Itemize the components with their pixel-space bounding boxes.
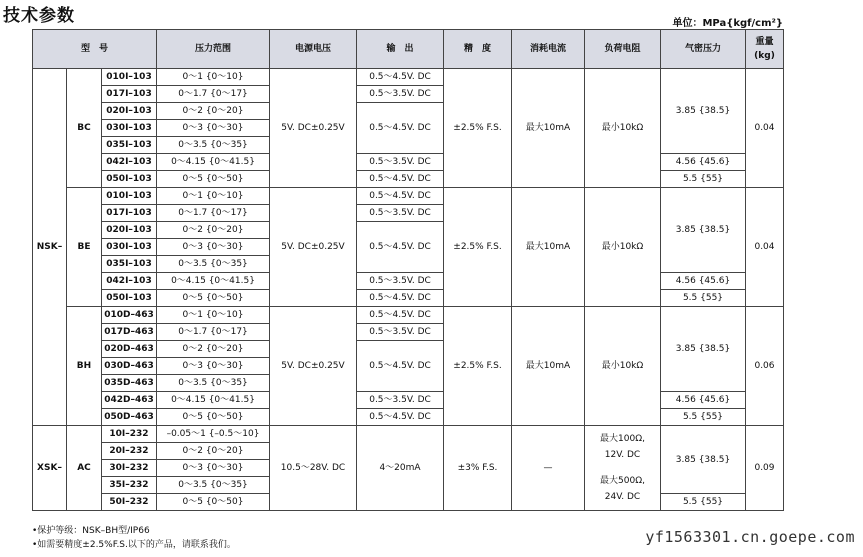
airtight-cell: 4.56 {45.6}	[661, 154, 746, 171]
model-cell: 030I–103	[102, 120, 157, 137]
output-cell: 0.5～3.5V. DC	[357, 205, 444, 222]
range-cell: 0～3.5 {0～35}	[157, 375, 270, 392]
model-cell: 010I–103	[102, 69, 157, 86]
footnote: •保护等级：NSK–BH型/IP66	[32, 526, 150, 536]
load-line: 24V. DC	[604, 492, 641, 502]
model-cell: 10I–232	[102, 426, 157, 443]
supply-cell: 5V. DC±0.25V	[270, 188, 357, 307]
output-cell: 0.5～4.5V. DC	[357, 290, 444, 307]
table-row	[33, 188, 784, 205]
range-cell: 0～4.15 {0～41.5}	[157, 273, 270, 290]
current-cell: —	[512, 426, 585, 511]
model-cell: 042D–463	[102, 392, 157, 409]
table-row	[33, 426, 784, 443]
range-cell: 0～1.7 {0～17}	[157, 205, 270, 222]
accuracy-cell: ±3% F.S.	[444, 426, 512, 511]
model-cell: 020I–103	[102, 103, 157, 120]
subtype-bc: BC	[67, 69, 102, 188]
output-cell: 0.5～4.5V. DC	[357, 171, 444, 188]
model-cell: 010I–103	[102, 188, 157, 205]
airtight-cell: 4.56 {45.6}	[661, 273, 746, 290]
series-nsk: NSK–	[33, 69, 67, 426]
table-row	[33, 392, 784, 409]
accuracy-cell: ±2.5% F.S.	[444, 307, 512, 426]
series-xsk: XSK–	[33, 426, 67, 511]
range-cell: 0～5 {0～50}	[157, 409, 270, 426]
header-current: 消耗电流	[512, 30, 585, 69]
header-output: 输 出	[357, 30, 444, 69]
range-cell: 0～1 {0～10}	[157, 69, 270, 86]
range-cell: 0～2 {0～20}	[157, 103, 270, 120]
airtight-cell: 5.5 {55}	[661, 409, 746, 426]
range-cell: 0～3 {0～30}	[157, 460, 270, 477]
table-row	[33, 273, 784, 290]
header-load: 负荷电阻	[585, 30, 661, 69]
output-cell: 0.5～3.5V. DC	[357, 273, 444, 290]
supply-cell: 10.5～28V. DC	[270, 426, 357, 511]
table-row	[33, 307, 784, 324]
airtight-cell: 3.85 {38.5}	[661, 188, 746, 273]
table-row	[33, 154, 784, 171]
header-accuracy: 精 度	[444, 30, 512, 69]
accuracy-cell: ±2.5% F.S.	[444, 69, 512, 188]
spec-table	[32, 29, 784, 511]
header-supply: 电源电压	[270, 30, 357, 69]
range-cell: 0～5 {0～50}	[157, 290, 270, 307]
model-cell: 050D–463	[102, 409, 157, 426]
output-cell: 0.5～4.5V. DC	[357, 307, 444, 324]
range-cell: 0～1.7 {0～17}	[157, 324, 270, 341]
output-cell: 0.5～3.5V. DC	[357, 324, 444, 341]
subtype-bh: BH	[67, 307, 102, 426]
output-cell: 0.5～3.5V. DC	[357, 392, 444, 409]
table-row	[33, 290, 784, 307]
range-cell: 0～1.7 {0～17}	[157, 86, 270, 103]
airtight-cell: 3.85 {38.5}	[661, 307, 746, 392]
weight-cell: 0.04	[746, 188, 784, 307]
range-cell: 0～3.5 {0～35}	[157, 256, 270, 273]
range-cell: 0～5 {0～50}	[157, 171, 270, 188]
model-cell: 030D–463	[102, 358, 157, 375]
range-cell: 0～3 {0～30}	[157, 120, 270, 137]
range-cell: 0～3 {0～30}	[157, 358, 270, 375]
model-cell: 035I–103	[102, 137, 157, 154]
model-cell: 017D–463	[102, 324, 157, 341]
range-cell: 0～2 {0～20}	[157, 341, 270, 358]
model-cell: 050I–103	[102, 171, 157, 188]
model-cell: 017I–103	[102, 205, 157, 222]
model-cell: 020I–103	[102, 222, 157, 239]
load-line: 最大500Ω,	[600, 476, 645, 486]
load-line: 12V. DC	[604, 450, 641, 460]
weight-cell: 0.09	[746, 426, 784, 511]
model-cell: 042I–103	[102, 273, 157, 290]
output-cell: 0.5～4.5V. DC	[357, 341, 444, 392]
range-cell: 0～3.5 {0～35}	[157, 137, 270, 154]
table-row	[33, 171, 784, 188]
model-cell: 030I–103	[102, 239, 157, 256]
unit-label: 单位：MPa{kgf/cm²}	[672, 18, 783, 29]
weight-cell: 0.04	[746, 69, 784, 188]
header-weight: 重量(kg)	[746, 30, 784, 69]
output-cell: 0.5～3.5V. DC	[357, 154, 444, 171]
model-cell: 035D–463	[102, 375, 157, 392]
range-cell: 0～4.15 {0～41.5}	[157, 154, 270, 171]
model-cell: 50I–232	[102, 494, 157, 511]
airtight-cell: 3.85 {38.5}	[661, 69, 746, 154]
range-cell: 0～2 {0～20}	[157, 222, 270, 239]
range-cell: 0～2 {0～20}	[157, 443, 270, 460]
model-cell: 20I–232	[102, 443, 157, 460]
output-cell: 0.5～4.5V. DC	[357, 69, 444, 86]
output-cell: 0.5～4.5V. DC	[357, 409, 444, 426]
range-cell: 0～4.15 {0～41.5}	[157, 392, 270, 409]
weight-cell: 0.06	[746, 307, 784, 426]
airtight-cell: 5.5 {55}	[661, 171, 746, 188]
model-cell: 050I–103	[102, 290, 157, 307]
range-cell: 0～1 {0～10}	[157, 307, 270, 324]
header-range: 压力范围	[157, 30, 270, 69]
output-cell: 0.5～4.5V. DC	[357, 103, 444, 154]
header-airtight: 气密压力	[661, 30, 746, 69]
load-cell: 最小10kΩ	[585, 69, 661, 188]
range-cell: –0.05～1 {–0.5～10}	[157, 426, 270, 443]
model-cell: 035I–103	[102, 256, 157, 273]
supply-cell: 5V. DC±0.25V	[270, 307, 357, 426]
output-cell: 4～20mA	[357, 426, 444, 511]
airtight-cell: 3.85 {38.5}	[661, 426, 746, 494]
model-cell: 042I–103	[102, 154, 157, 171]
airtight-cell: 5.5 {55}	[661, 290, 746, 307]
model-cell: 017I–103	[102, 86, 157, 103]
airtight-cell: 5.5 {55}	[661, 494, 746, 511]
subtype-ac: AC	[67, 426, 102, 511]
model-cell: 35I–232	[102, 477, 157, 494]
page-title: 技术参数	[3, 6, 75, 26]
header-row	[33, 30, 784, 69]
output-cell: 0.5～4.5V. DC	[357, 222, 444, 273]
airtight-cell: 4.56 {45.6}	[661, 392, 746, 409]
load-cell	[585, 426, 661, 511]
supply-cell: 5V. DC±0.25V	[270, 69, 357, 188]
range-cell: 0～3.5 {0～35}	[157, 477, 270, 494]
range-cell: 0～3 {0～30}	[157, 239, 270, 256]
load-cell: 最小10kΩ	[585, 307, 661, 426]
model-cell: 020D–463	[102, 341, 157, 358]
watermark: yf1563301.cn.goepe.com	[645, 528, 855, 546]
table-row	[33, 409, 784, 426]
load-cell: 最小10kΩ	[585, 188, 661, 307]
footnotes	[32, 524, 236, 552]
subtype-be: BE	[67, 188, 102, 307]
output-cell: 0.5～3.5V. DC	[357, 86, 444, 103]
load-line: 最大100Ω,	[600, 434, 645, 444]
accuracy-cell: ±2.5% F.S.	[444, 188, 512, 307]
range-cell: 0～1 {0～10}	[157, 188, 270, 205]
current-cell: 最大10mA	[512, 188, 585, 307]
table-row	[33, 69, 784, 86]
header-model: 型 号	[33, 30, 157, 69]
model-cell: 010D–463	[102, 307, 157, 324]
output-cell: 0.5～4.5V. DC	[357, 188, 444, 205]
model-cell: 30I–232	[102, 460, 157, 477]
current-cell: 最大10mA	[512, 69, 585, 188]
current-cell: 最大10mA	[512, 307, 585, 426]
range-cell: 0～5 {0～50}	[157, 494, 270, 511]
footnote: •如需要精度±2.5%F.S.以下的产品，请联系我们。	[32, 540, 236, 550]
